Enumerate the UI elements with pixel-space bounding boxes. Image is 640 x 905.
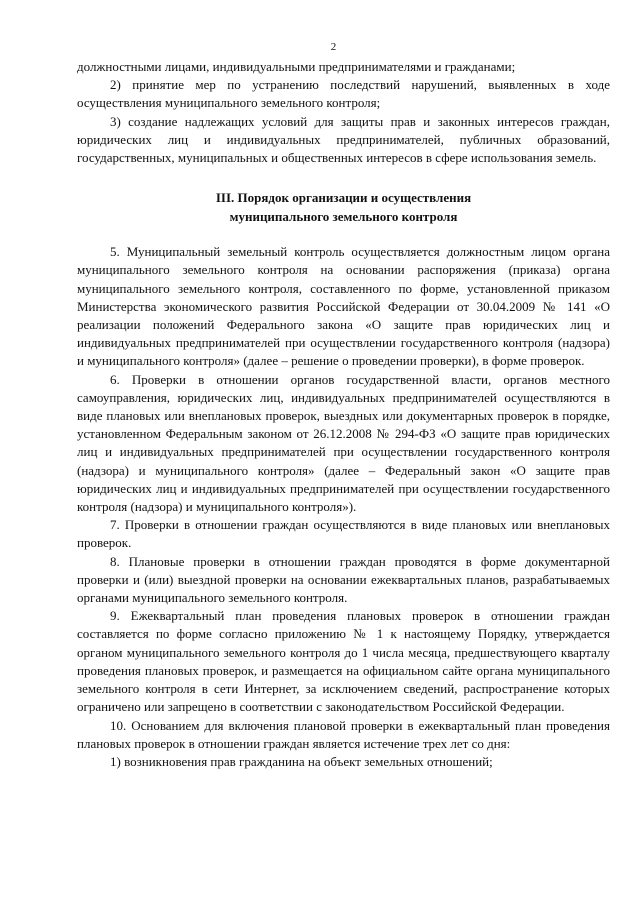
paragraph-8: 8. Плановые проверки в отношении граждан проводятся в форме документарной проверки и (или) выездной проверки на основании ежеквартальных планов, разрабатываемых органами муниципального земельного контроля.: [77, 553, 610, 606]
section-heading: [77, 189, 610, 226]
paragraph-9: 9. Ежеквартальный план проведения плановых проверок в отношении граждан составляется по форме согласно приложению № 1 к настоящему Порядку, утверждается органом муниципального земельного контроля до 1 числа месяца, предшествующего кварталу проведения плановых проверок, и размещается на официальном сайте органа муниципального земельного контроля в сети Интернет, за исключением сведений, распространение которых ограничено или запрещено в соответствии с законодательством Российской Федерации.: [77, 608, 610, 715]
section-heading-line-2: муниципального земельного контроля: [229, 208, 458, 224]
intro-item-2: 2) принятие мер по устранению последствий нарушений, выявленных в ходе осуществления муниципального земельного контроля;: [77, 77, 610, 111]
paragraph-6: 6. Проверки в отношении органов государственной власти, органов местного самоуправления, юридических лиц, индивидуальных предпринимателей осуществляются в виде плановых или внеплановых проверок, выездных или документарных проверок в порядке, установленном Федеральным законом от 26.12.2008 № 294-ФЗ «О защите прав юридических лиц и индивидуальных предпринимателей при осуществлении государственного контроля (надзора) и муниципального контроля» (далее – Федеральный закон «О защите прав юридических лиц и индивидуальных предпринимателей при осуществлении государственного контроля (надзора) и муниципального контроля»).: [77, 371, 610, 515]
section-heading-line-1: III. Порядок организации и осуществления: [215, 190, 472, 206]
intro-item-3: 3) создание надлежащих условий для защиты прав и законных интересов граждан, юридических лиц и индивидуальных предпринимателей, публичных образований, государственных, муниципальных и общественных интересов в сфере использования земель.: [77, 113, 610, 166]
paragraph-10-item-1: 1) возникновения прав гражданина на объект земельных отношений;: [110, 753, 493, 769]
page-number: 2: [330, 41, 337, 53]
paragraph-7: 7. Проверки в отношении граждан осуществляются в виде плановых или внеплановых проверок.: [77, 517, 610, 551]
paragraph-5: 5. Муниципальный земельный контроль осуществляется должностным лицом органа муниципального земельного контроля на основании распоряжения (приказа) органа муниципального земельного контроля, составленного по форме, установленной приказом Министерства экономического развития Российской Федерации от 30.04.2009 № 141 «О реализации положений Федерального закона «О защите прав юридических лиц и индивидуальных предпринимателей при осуществлении государственного контроля (надзора) и муниципального контроля» (далее – решение о проведении проверки), в форме проверок.: [77, 244, 610, 369]
paragraph-10: 10. Основанием для включения плановой проверки в ежеквартальный план проведения плановых проверок в отношении граждан является истечение трех лет со дня:: [77, 717, 610, 751]
intro-line-1: должностными лицами, индивидуальными предпринимателями и гражданами;: [77, 59, 516, 74]
